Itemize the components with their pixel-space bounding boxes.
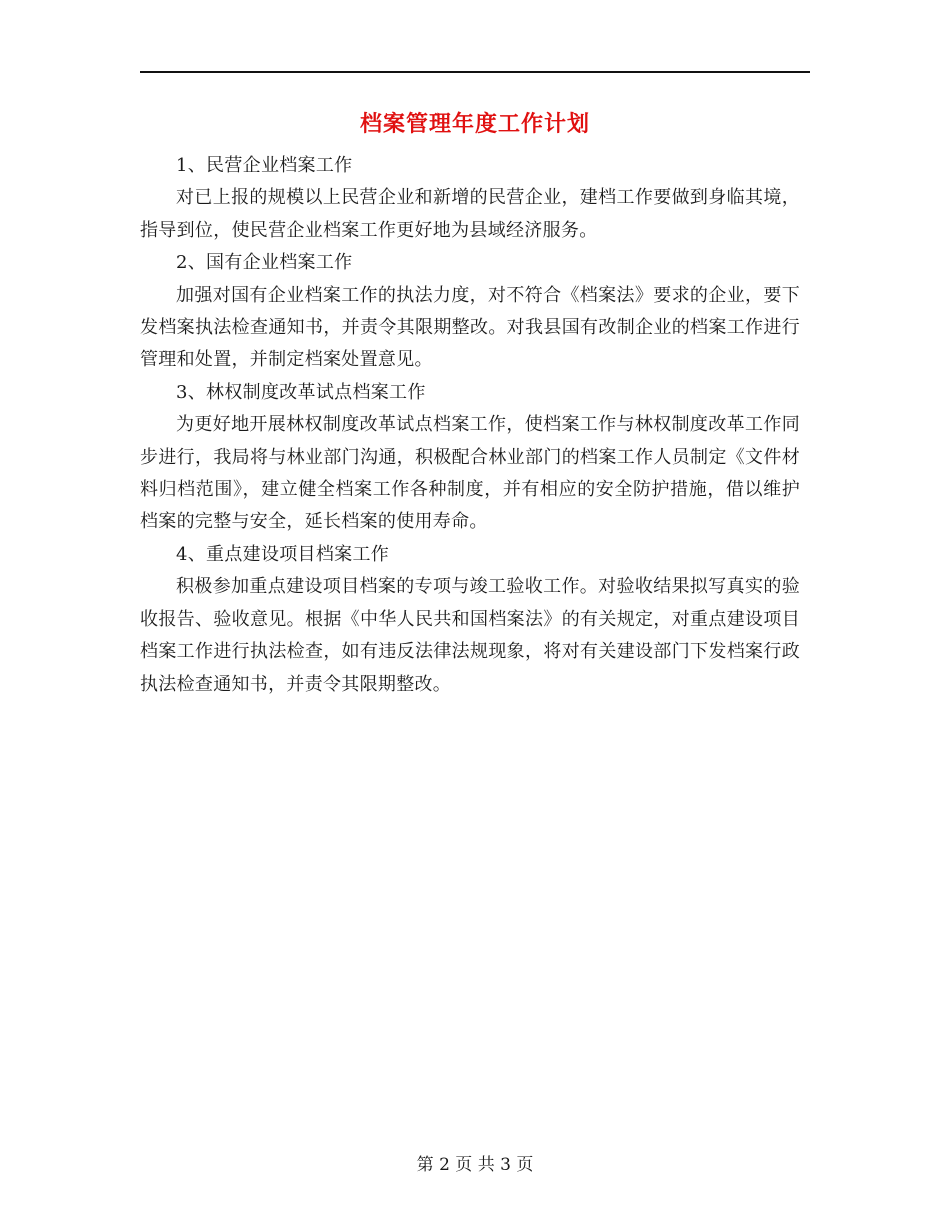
- section-heading-2: 2、国有企业档案工作: [176, 252, 353, 274]
- document-title: 档案管理年度工作计划: [359, 112, 590, 137]
- section-paragraph-2: 加强对国有企业档案工作的执法力度，对不符合《档案法》要求的企业，要下发档案执法检查通知书，并责令其限期整改。对我县国有改制企业的档案工作进行管理和处置，并制定档案处置意见。: [140, 284, 800, 371]
- section-paragraph-4: 积极参加重点建设项目档案的专项与竣工验收工作。对验收结果拟写真实的验收报告、验收意见。根据《中华人民共和国档案法》的有关规定，对重点建设项目档案工作进行执法检查，如有违反法律法规现象，将对有关建设部门下发档案行政执法检查通知书，并责令其限期整改。: [140, 576, 800, 695]
- section-paragraph-3: 为更好地开展林权制度改革试点档案工作，使档案工作与林权制度改革工作同步进行，我局将与林业部门沟通，积极配合林业部门的档案工作人员制定《文件材料归档范围》，建立健全档案工作各种制度，并有相应的安全防护措施，借以维护档案的完整与安全，延长档案的使用寿命。: [140, 414, 800, 533]
- section-paragraph-1: 对已上报的规模以上民营企业和新增的民营企业，建档工作要做到身临其境，指导到位，使民营企业档案工作更好地为县域经济服务。: [140, 187, 800, 241]
- section-heading-1: 1、民营企业档案工作: [176, 155, 353, 176]
- header-rule: [140, 71, 810, 73]
- document-body: [140, 150, 800, 701]
- section-heading-4: 4、重点建设项目档案工作: [176, 543, 390, 565]
- section-heading-3: 3、林权制度改革试点档案工作: [176, 381, 426, 403]
- page-number: 第 2 页 共 3 页: [416, 1155, 534, 1175]
